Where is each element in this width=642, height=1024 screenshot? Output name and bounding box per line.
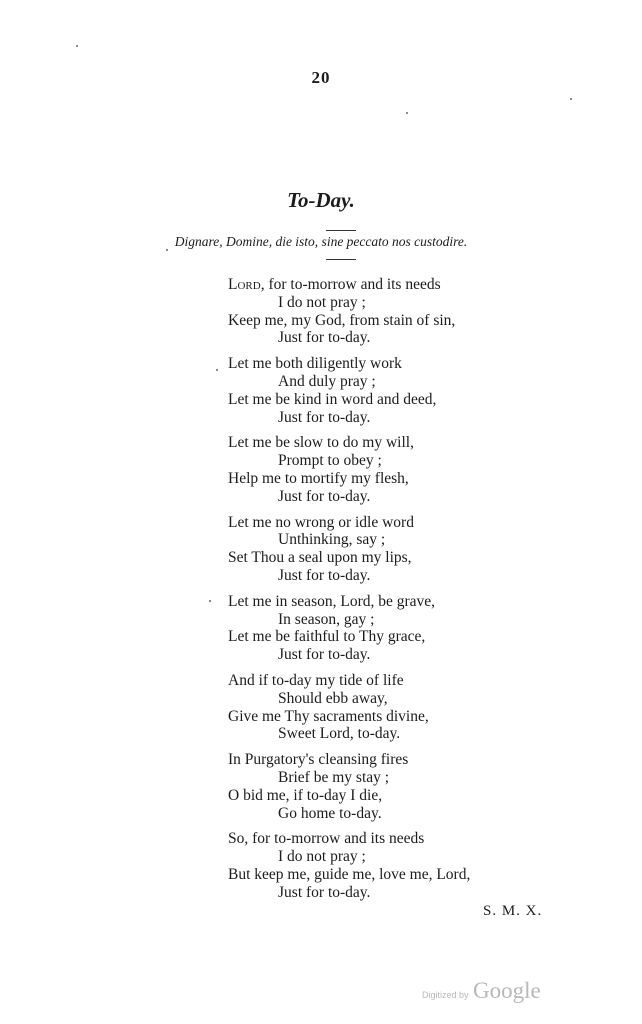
poem-line-text: Help me to mortify my flesh,	[228, 469, 409, 487]
poem-line	[228, 769, 588, 787]
signature: S. M. X.	[483, 903, 543, 919]
poem-line	[228, 409, 588, 427]
stanza	[228, 434, 588, 505]
poem-line-text: But keep me, guide me, love me, Lord,	[228, 865, 471, 883]
poem-line-text: Let me be faithful to Thy grace,	[228, 628, 426, 646]
poem-line-text: Prompt to obey ;	[278, 452, 382, 470]
poem-line	[228, 848, 588, 866]
poem-line	[228, 355, 588, 373]
stanza	[228, 593, 588, 664]
poem-line-text: Brief be my stay ;	[278, 768, 390, 786]
watermark-prefix: Digitized by	[422, 990, 469, 1000]
poem-line-text: So, for to-morrow and its needs	[228, 830, 425, 848]
stanza	[228, 514, 588, 585]
poem-line	[228, 866, 588, 884]
title-rule-top	[326, 230, 356, 231]
poem-line-text: Just for to-day.	[278, 487, 371, 505]
poem-line	[228, 751, 588, 769]
stanza	[228, 355, 588, 426]
scan-speck	[216, 369, 218, 371]
watermark-brand: Google	[472, 978, 541, 1003]
poem-line	[228, 787, 588, 805]
poem-line-text: Let me be slow to do my will,	[228, 434, 414, 452]
scan-speck	[209, 600, 211, 602]
scan-speck	[166, 249, 168, 251]
poem-line	[228, 312, 588, 330]
poem-line-text: Set Thou a seal upon my lips,	[228, 549, 412, 567]
poem-line	[228, 708, 588, 726]
poem-line-text: Just for to-day.	[278, 408, 371, 426]
poem-line-lead: Lord,	[228, 276, 265, 293]
poem-line	[228, 690, 588, 708]
poem-line-text: Let me in season, Lord, be grave,	[228, 592, 436, 610]
scan-speck	[76, 45, 78, 47]
poem-line	[228, 276, 588, 294]
poem-line-text: Just for to-day.	[278, 329, 371, 347]
poem-line	[228, 329, 588, 347]
poem-line-text: Give me Thy sacraments divine,	[228, 707, 429, 725]
poem-line-text: Let me be kind in word and deed,	[228, 390, 437, 408]
poem-line	[228, 488, 588, 506]
poem-line	[228, 628, 588, 646]
poem-line-text: Just for to-day.	[278, 566, 371, 584]
poem-line-text: Unthinking, say ;	[278, 531, 386, 549]
poem-line	[228, 646, 588, 664]
scan-speck	[570, 98, 572, 100]
poem-line-text: In Purgatory's cleansing fires	[228, 751, 409, 769]
poem-line	[228, 884, 588, 902]
poem-line-text: Sweet Lord, to-day.	[278, 725, 401, 743]
poem-line-text: In season, gay ;	[278, 610, 375, 628]
poem-line-text: Just for to-day.	[278, 646, 371, 664]
digitized-watermark	[422, 978, 541, 1004]
stanza	[228, 276, 588, 347]
poem-line	[228, 567, 588, 585]
poem-line	[228, 830, 588, 848]
title-rule-bottom	[326, 259, 356, 260]
poem-line-text: Keep me, my God, from stain of sin,	[228, 311, 456, 329]
poem-title: To-Day.	[287, 188, 355, 212]
stanza	[228, 751, 588, 822]
poem-line	[228, 391, 588, 409]
poem-line-text: Let me no wrong or idle word	[228, 513, 414, 531]
poem-line	[228, 373, 588, 391]
poem-line	[228, 294, 588, 312]
poem-line-text: And duly pray ;	[278, 372, 376, 390]
page-number: 20	[311, 68, 331, 87]
poem-line-text: I do not pray ;	[278, 848, 366, 866]
poem-line	[228, 470, 588, 488]
poem-line-text: for to-morrow and its needs	[268, 276, 441, 293]
stanza	[228, 830, 588, 901]
poem-line-text: Should ebb away,	[278, 689, 388, 707]
epigraph: Dignare, Domine, die isto, sine peccato nos custodire.	[174, 234, 468, 249]
poem-line	[228, 672, 588, 690]
poem-line-text: And if to-day my tide of life	[228, 671, 404, 689]
poem-body	[228, 276, 588, 910]
poem-line	[228, 593, 588, 611]
poem-line	[228, 514, 588, 532]
poem-line-text: Go home to-day.	[278, 804, 382, 822]
poem-line-text: I do not pray ;	[278, 293, 366, 311]
poem-line-text: Just for to-day.	[278, 883, 371, 901]
poem-line	[228, 434, 588, 452]
poem-line	[228, 805, 588, 823]
poem-line	[228, 452, 588, 470]
scan-speck	[406, 112, 408, 114]
poem-line	[228, 725, 588, 743]
poem-line-text: Let me both diligently work	[228, 355, 402, 373]
poem-line	[228, 611, 588, 629]
stanza	[228, 672, 588, 743]
poem-line	[228, 549, 588, 567]
poem-line	[228, 531, 588, 549]
poem-line-text: O bid me, if to-day I die,	[228, 786, 383, 804]
